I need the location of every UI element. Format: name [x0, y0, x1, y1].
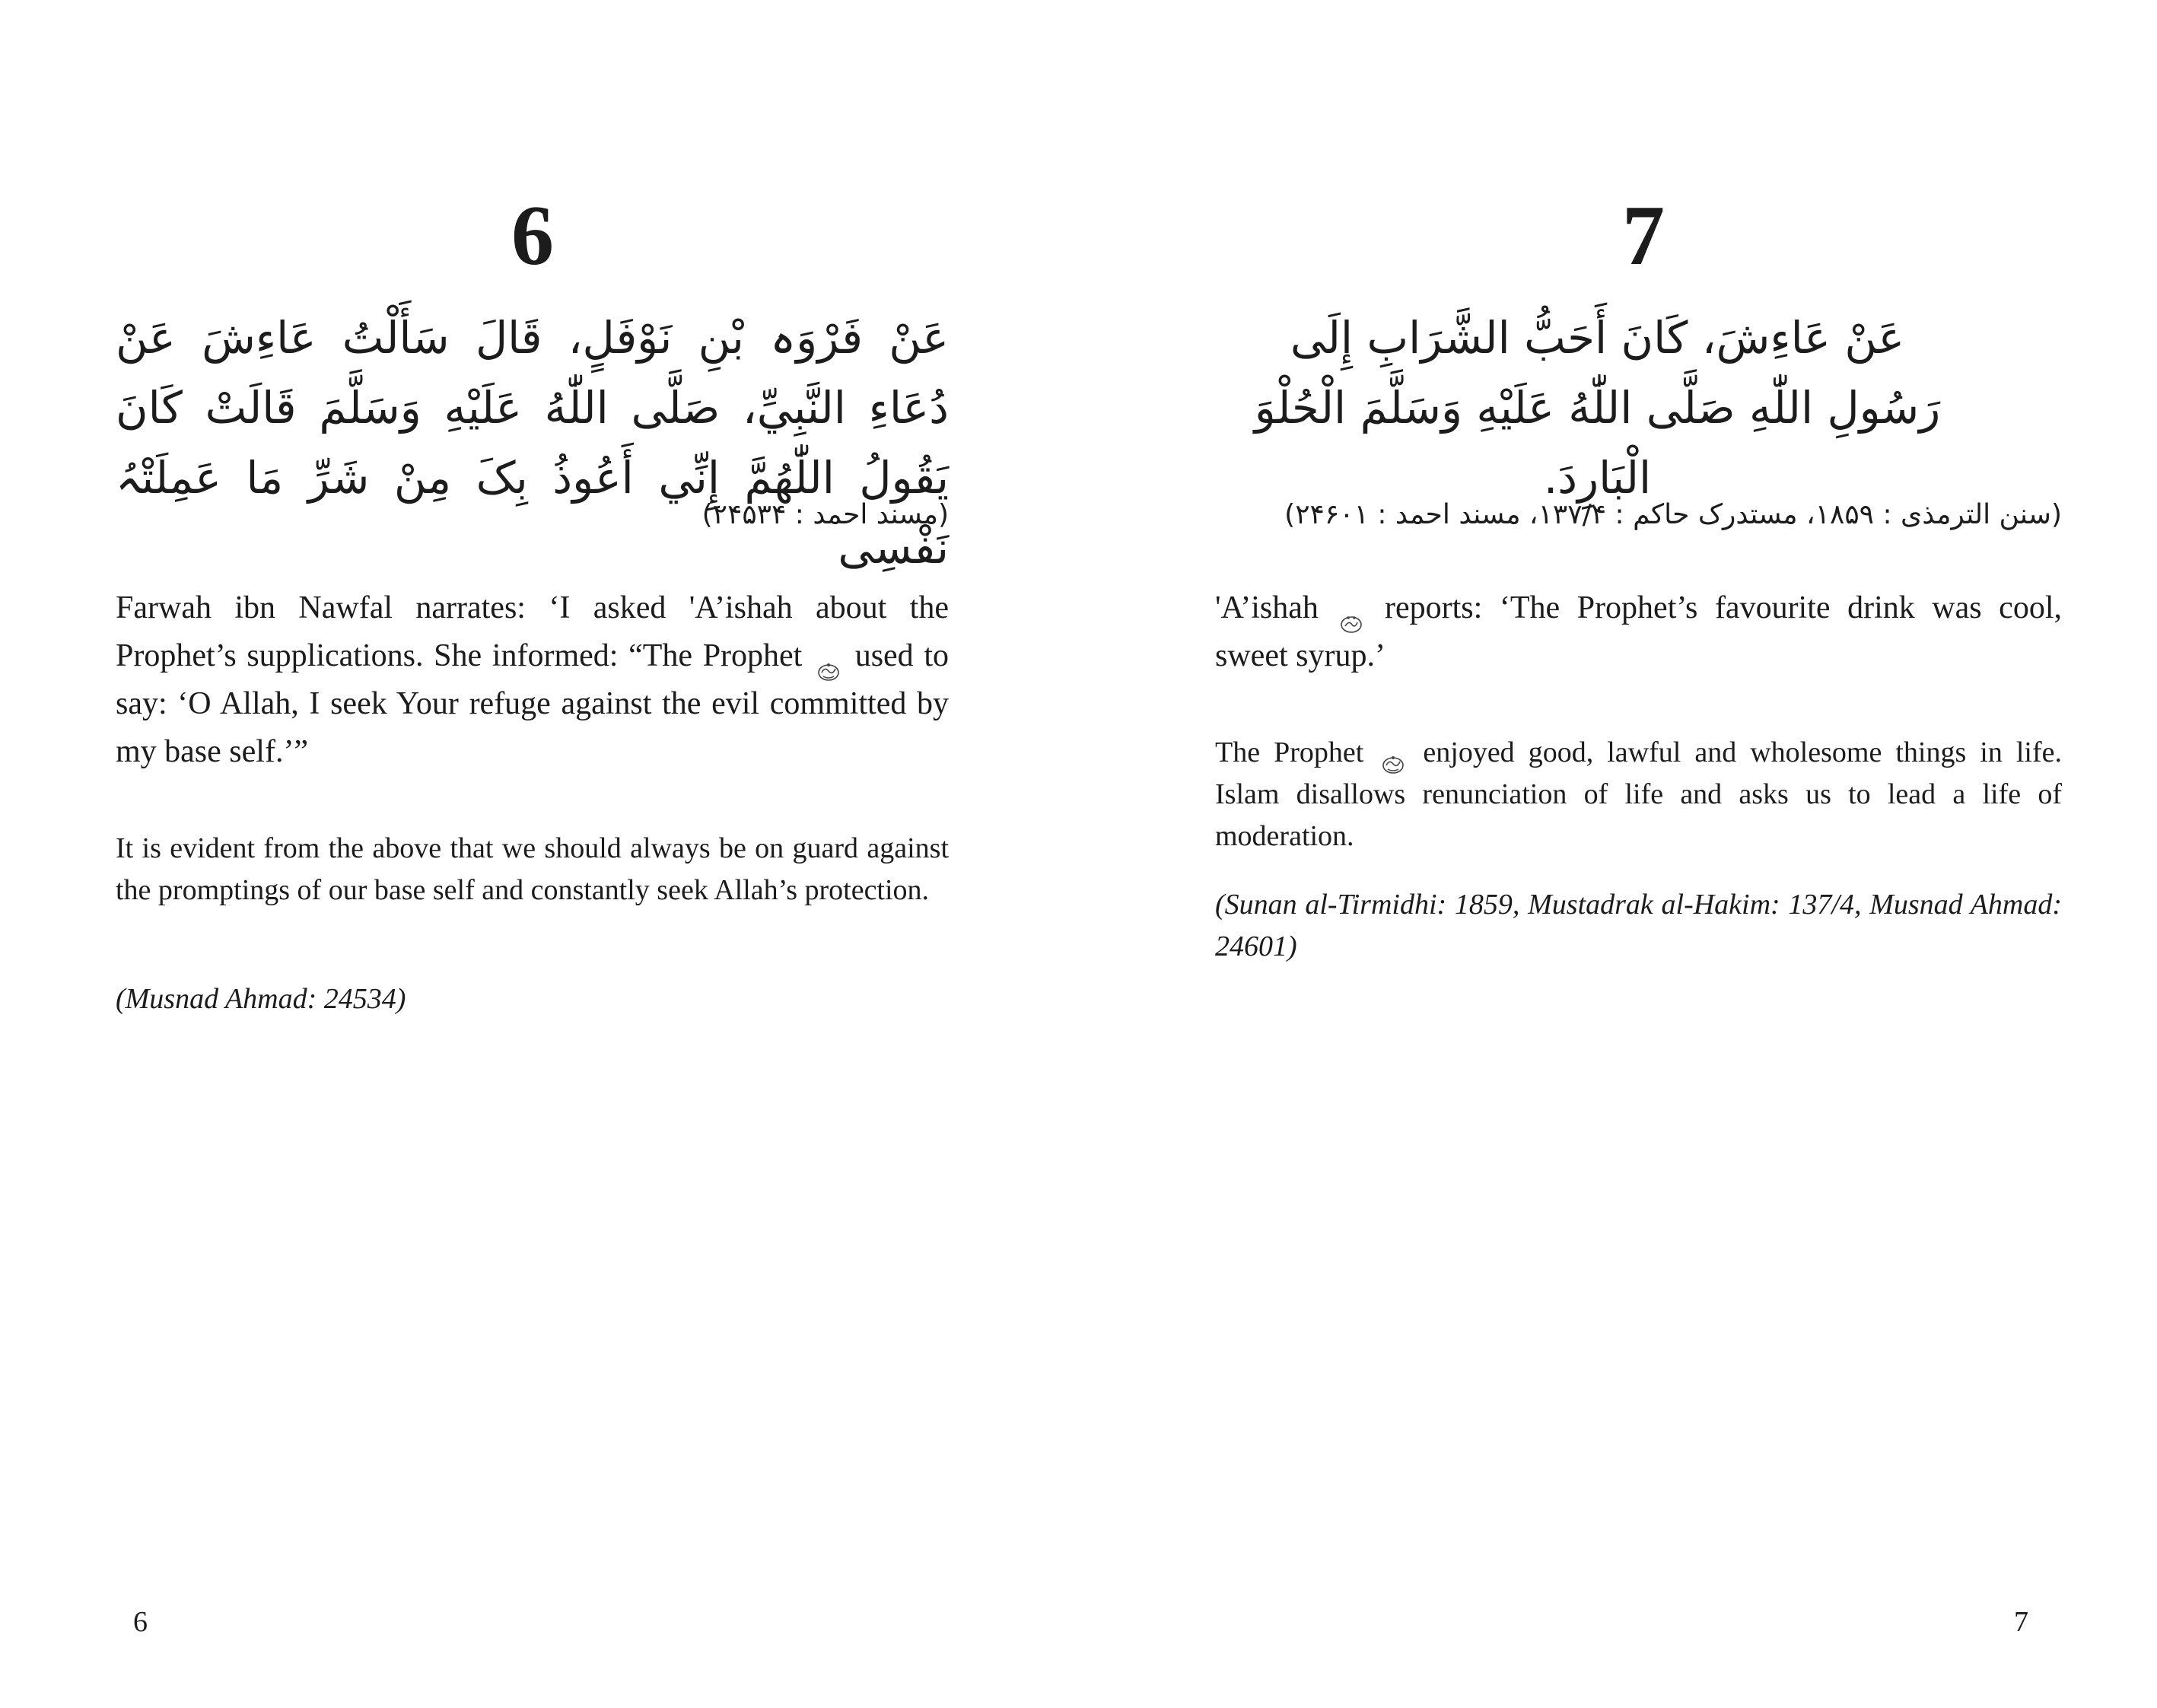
- hadith-number: 7: [1622, 189, 1665, 283]
- arabic-source-reference: (مسند احمد : ۲۴۵۳۴): [702, 499, 949, 530]
- english-translation: [1215, 584, 2062, 680]
- translation-text-start: 'A’ishah: [1215, 590, 1319, 625]
- arabic-hadith-text: عَنْ فَرْوَہ بْنِ نَوْفَلٍ، قَالَ سَأَلْتُ عَاءِشَ عَنْ دُعَاءِ النَّبِيِّ، صَلَّى اللّٰهُ عَلَيْهِ وَسَلَّمَ قَالَتْ كَانَ يَقُولُ اللّٰهُمَّ إِنِّي أَعُوذُ بِکَ مِنْ شَرِّ مَا عَمِلَتْہُ نَفْسِی: [116, 312, 949, 574]
- arabic-source-reference: (سنن الترمذی : ۱۸۵۹، مستدرک حاکم : ۱۳۷/۴، مسند احمد : ۲۴۶۰۱): [1284, 499, 2062, 530]
- commentary-paragraph: [1215, 732, 2062, 857]
- source-reference: (Musnad Ahmad: 24534): [116, 983, 406, 1015]
- translation-text-end: used to say: ‘O Allah, I seek Your refuge against the evil committed by my base self.’”: [116, 638, 950, 769]
- right-page: [1078, 0, 2157, 1708]
- english-translation: [116, 584, 949, 776]
- translation-text-start: Farwah ibn Nawfal narrates: ‘I asked 'A’ishah about the Prophet’s supplications. She informed: “The Prophet: [116, 590, 949, 673]
- commentary-text-end: enjoyed good, lawful and wholesome things in life. Islam disallows renunciation of life and asks us to lead a life of moderation.: [1215, 736, 2062, 852]
- radiyallahu-anha-calligraphy-icon: [1340, 600, 1363, 620]
- commentary-paragraph: It is evident from the above that we should always be on guard against the promptings of our base self and constantly seek Allah’s protection.: [116, 832, 949, 906]
- hadith-number: 6: [511, 189, 554, 283]
- source-reference: (Sunan al-Tirmidhi: 1859, Mustadrak al-Hakim: 137/4, Musnad Ahmad: 24601): [1215, 889, 2062, 962]
- commentary-text-start: The Prophet: [1215, 736, 1364, 768]
- page-number: 6: [133, 1606, 148, 1638]
- left-page: [0, 0, 1078, 1708]
- arabic-hadith-text: عَنْ عَاءِشَ، كَانَ أَحَبُّ الشَّرَابِ إِلَى رَسُولِ اللّٰهِ صَلَّى اللّٰهُ عَلَيْهِ وَسَلَّمَ الْحُلْوَ الْبَارِدَ.: [1254, 312, 1941, 504]
- salawat-calligraphy-icon: [817, 648, 840, 668]
- salawat-calligraphy-icon: [1382, 745, 1405, 765]
- page-number: 7: [2014, 1606, 2028, 1638]
- translation-text-end: reports: ‘The Prophet’s favourite drink was cool, sweet syrup.’: [1215, 590, 2062, 673]
